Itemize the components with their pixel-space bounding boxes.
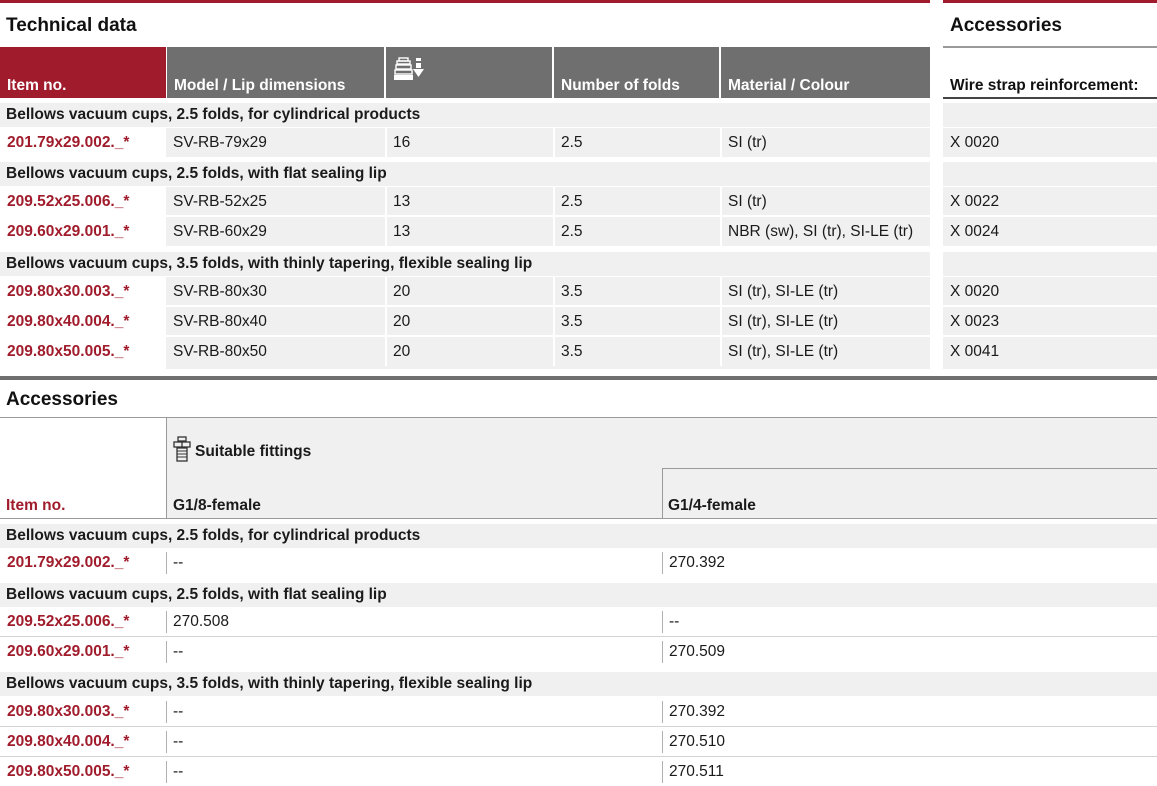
- item-no-link[interactable]: 209.80x50.005._*: [7, 762, 130, 780]
- item-no-link[interactable]: 201.79x29.002._*: [7, 553, 130, 571]
- col-sep: [720, 277, 722, 306]
- fittings-header-label: [173, 436, 311, 462]
- table-row: [0, 277, 1157, 306]
- group-label: Bellows vacuum cups, 3.5 folds, with thinly tapering, flexible sealing lip: [6, 255, 533, 272]
- folds-cell: 2.5: [554, 217, 721, 246]
- col-sep: [720, 337, 722, 366]
- col-sep: [553, 187, 555, 216]
- col-sep: [720, 128, 722, 157]
- model-cell: SV-RB-80x50: [166, 337, 386, 366]
- table-row: [0, 128, 1157, 157]
- group-row-side: [943, 162, 1157, 186]
- fittings-label: Suitable fittings: [195, 443, 312, 460]
- col-sep: [385, 187, 387, 216]
- header-item-no: [0, 47, 166, 98]
- col-sep: [166, 552, 167, 574]
- group-row: [0, 524, 1157, 548]
- col-sep: [662, 701, 663, 723]
- table-row: [0, 337, 1157, 366]
- item-no-link[interactable]: 209.52x25.006._*: [7, 612, 130, 630]
- col-sep: [166, 611, 167, 633]
- col-sep: [662, 731, 663, 753]
- col-sep: [662, 641, 663, 663]
- table-row: [0, 548, 1157, 578]
- col-sep: [166, 641, 167, 663]
- height-cell: 13: [386, 187, 554, 216]
- material-cell: SI (tr), SI-LE (tr): [721, 307, 930, 336]
- g14-cell: 270.510: [669, 732, 726, 750]
- material-cell: SI (tr), SI-LE (tr): [721, 337, 930, 366]
- folds-cell: 3.5: [554, 277, 721, 306]
- folds-cell: 2.5: [554, 187, 721, 216]
- accessories-header-underline: [943, 97, 1157, 99]
- item-no-link[interactable]: 209.80x40.004._*: [0, 307, 166, 336]
- g18-cell: --: [173, 642, 184, 660]
- item-no-link[interactable]: 209.60x29.001._*: [7, 642, 130, 660]
- header-model: [167, 47, 384, 98]
- header-height-icon-cell: [386, 47, 552, 98]
- item-no-link[interactable]: 209.80x50.005._*: [0, 337, 166, 366]
- col-sep: [553, 217, 555, 246]
- accessories-top-rule: [943, 0, 1157, 3]
- header-material: [721, 47, 930, 98]
- table-row: [0, 697, 1157, 727]
- group-label: Bellows vacuum cups, 2.5 folds, for cylindrical products: [6, 106, 421, 123]
- col-sep: [720, 217, 722, 246]
- header-material-label: Material / Colour: [728, 77, 850, 94]
- group-row: [0, 583, 1157, 607]
- stack-height-icon: [393, 57, 425, 83]
- height-cell: 20: [386, 277, 554, 306]
- material-cell: NBR (sw), SI (tr), SI-LE (tr): [721, 217, 930, 246]
- model-cell: SV-RB-80x30: [166, 277, 386, 306]
- folds-cell: 2.5: [554, 128, 721, 157]
- g14-cell: 270.392: [669, 553, 726, 571]
- header-folds-label: Number of folds: [561, 77, 680, 94]
- item-no-link[interactable]: 209.80x30.003._*: [7, 702, 130, 720]
- col-sep: [720, 307, 722, 336]
- header-model-label: Model / Lip dimensions: [174, 77, 346, 94]
- col-sep: [662, 552, 663, 574]
- g14-cell: 270.511: [669, 762, 724, 780]
- col-sep: [385, 217, 387, 246]
- table-bottom-pad-side: [943, 366, 1157, 369]
- col-sep: [720, 187, 722, 216]
- col-sep: [662, 761, 663, 783]
- col-sep: [553, 307, 555, 336]
- group-row: [0, 162, 930, 186]
- item-no-link[interactable]: 201.79x29.002._*: [0, 128, 166, 157]
- acc-header-underline: [0, 518, 1157, 519]
- material-cell: SI (tr), SI-LE (tr): [721, 277, 930, 306]
- group-row-side: [943, 252, 1157, 276]
- folds-cell: 3.5: [554, 337, 721, 366]
- col-sep: [662, 611, 663, 633]
- group-label: Bellows vacuum cups, 2.5 folds, for cylindrical products: [6, 527, 421, 544]
- col-sep: [385, 277, 387, 306]
- height-cell: 16: [386, 128, 554, 157]
- model-cell: SV-RB-79x29: [166, 128, 386, 157]
- folds-cell: 3.5: [554, 307, 721, 336]
- col-sep: [385, 307, 387, 336]
- wire-strap-cell: X 0041: [943, 337, 1157, 366]
- acc-header-g14: G1/4-female: [668, 497, 756, 514]
- wire-strap-cell: X 0020: [943, 277, 1157, 306]
- table-row: [0, 727, 1157, 757]
- header-left-rule: [166, 418, 167, 518]
- table-row: [0, 757, 1157, 786]
- top-red-rule: [0, 0, 930, 3]
- group-label: Bellows vacuum cups, 2.5 folds, with flat sealing lip: [6, 165, 387, 182]
- header-wire-strap-label: Wire strap reinforcement:: [950, 77, 1139, 94]
- accessories-top-rule: [0, 376, 1157, 380]
- material-cell: SI (tr): [721, 128, 930, 157]
- model-cell: SV-RB-52x25: [166, 187, 386, 216]
- g18-cell: --: [173, 553, 184, 571]
- group-row: [0, 252, 930, 276]
- col-sep: [166, 761, 167, 783]
- g14-cell: 270.392: [669, 702, 726, 720]
- wire-strap-cell: X 0022: [943, 187, 1157, 216]
- header-item-no-label: Item no.: [7, 77, 67, 94]
- col-sep: [385, 128, 387, 157]
- col-sep: [553, 128, 555, 157]
- g18-cell: --: [173, 762, 184, 780]
- g14-cell: --: [669, 612, 680, 630]
- header-col-rule: [662, 468, 663, 518]
- fitting-icon: [173, 436, 191, 462]
- group-row: [0, 103, 930, 127]
- group-row-side: [943, 103, 1157, 127]
- item-no-link[interactable]: 209.80x40.004._*: [7, 732, 130, 750]
- accessories-title: Accessories: [6, 389, 118, 410]
- height-cell: 20: [386, 337, 554, 366]
- accessories-side-title: Accessories: [950, 15, 1062, 36]
- header-mid-rule: [662, 468, 1157, 469]
- g18-cell: --: [173, 702, 184, 720]
- group-label: Bellows vacuum cups, 2.5 folds, with flat sealing lip: [6, 586, 387, 603]
- model-cell: SV-RB-80x40: [166, 307, 386, 336]
- col-sep: [553, 337, 555, 366]
- col-sep: [385, 337, 387, 366]
- item-no-link[interactable]: 209.60x29.001._*: [0, 217, 166, 246]
- technical-data-title: Technical data: [6, 15, 137, 36]
- header-folds: [554, 47, 719, 98]
- table-row: [0, 187, 1157, 216]
- g18-cell: --: [173, 732, 184, 750]
- acc-header-item-no: Item no.: [6, 497, 66, 514]
- model-cell: SV-RB-60x29: [166, 217, 386, 246]
- group-row: [0, 672, 1157, 696]
- col-sep: [553, 277, 555, 306]
- table-row: [0, 607, 1157, 637]
- table-bottom-pad: [166, 366, 930, 369]
- wire-strap-cell: X 0024: [943, 217, 1157, 246]
- wire-strap-cell: X 0020: [943, 128, 1157, 157]
- wire-strap-cell: X 0023: [943, 307, 1157, 336]
- col-sep: [166, 701, 167, 723]
- item-no-link[interactable]: 209.52x25.006._*: [0, 187, 166, 216]
- g18-cell: 270.508: [173, 612, 230, 630]
- group-label: Bellows vacuum cups, 3.5 folds, with thinly tapering, flexible sealing lip: [6, 675, 533, 692]
- item-no-link[interactable]: 209.80x30.003._*: [0, 277, 166, 306]
- g14-cell: 270.509: [669, 642, 726, 660]
- table-row: [0, 637, 1157, 667]
- col-sep: [166, 731, 167, 753]
- acc-header-g18: G1/8-female: [173, 497, 261, 514]
- height-cell: 20: [386, 307, 554, 336]
- table-row: [0, 307, 1157, 336]
- material-cell: SI (tr): [721, 187, 930, 216]
- header-wire-strap: [943, 48, 1157, 98]
- table-row: [0, 217, 1157, 246]
- height-cell: 13: [386, 217, 554, 246]
